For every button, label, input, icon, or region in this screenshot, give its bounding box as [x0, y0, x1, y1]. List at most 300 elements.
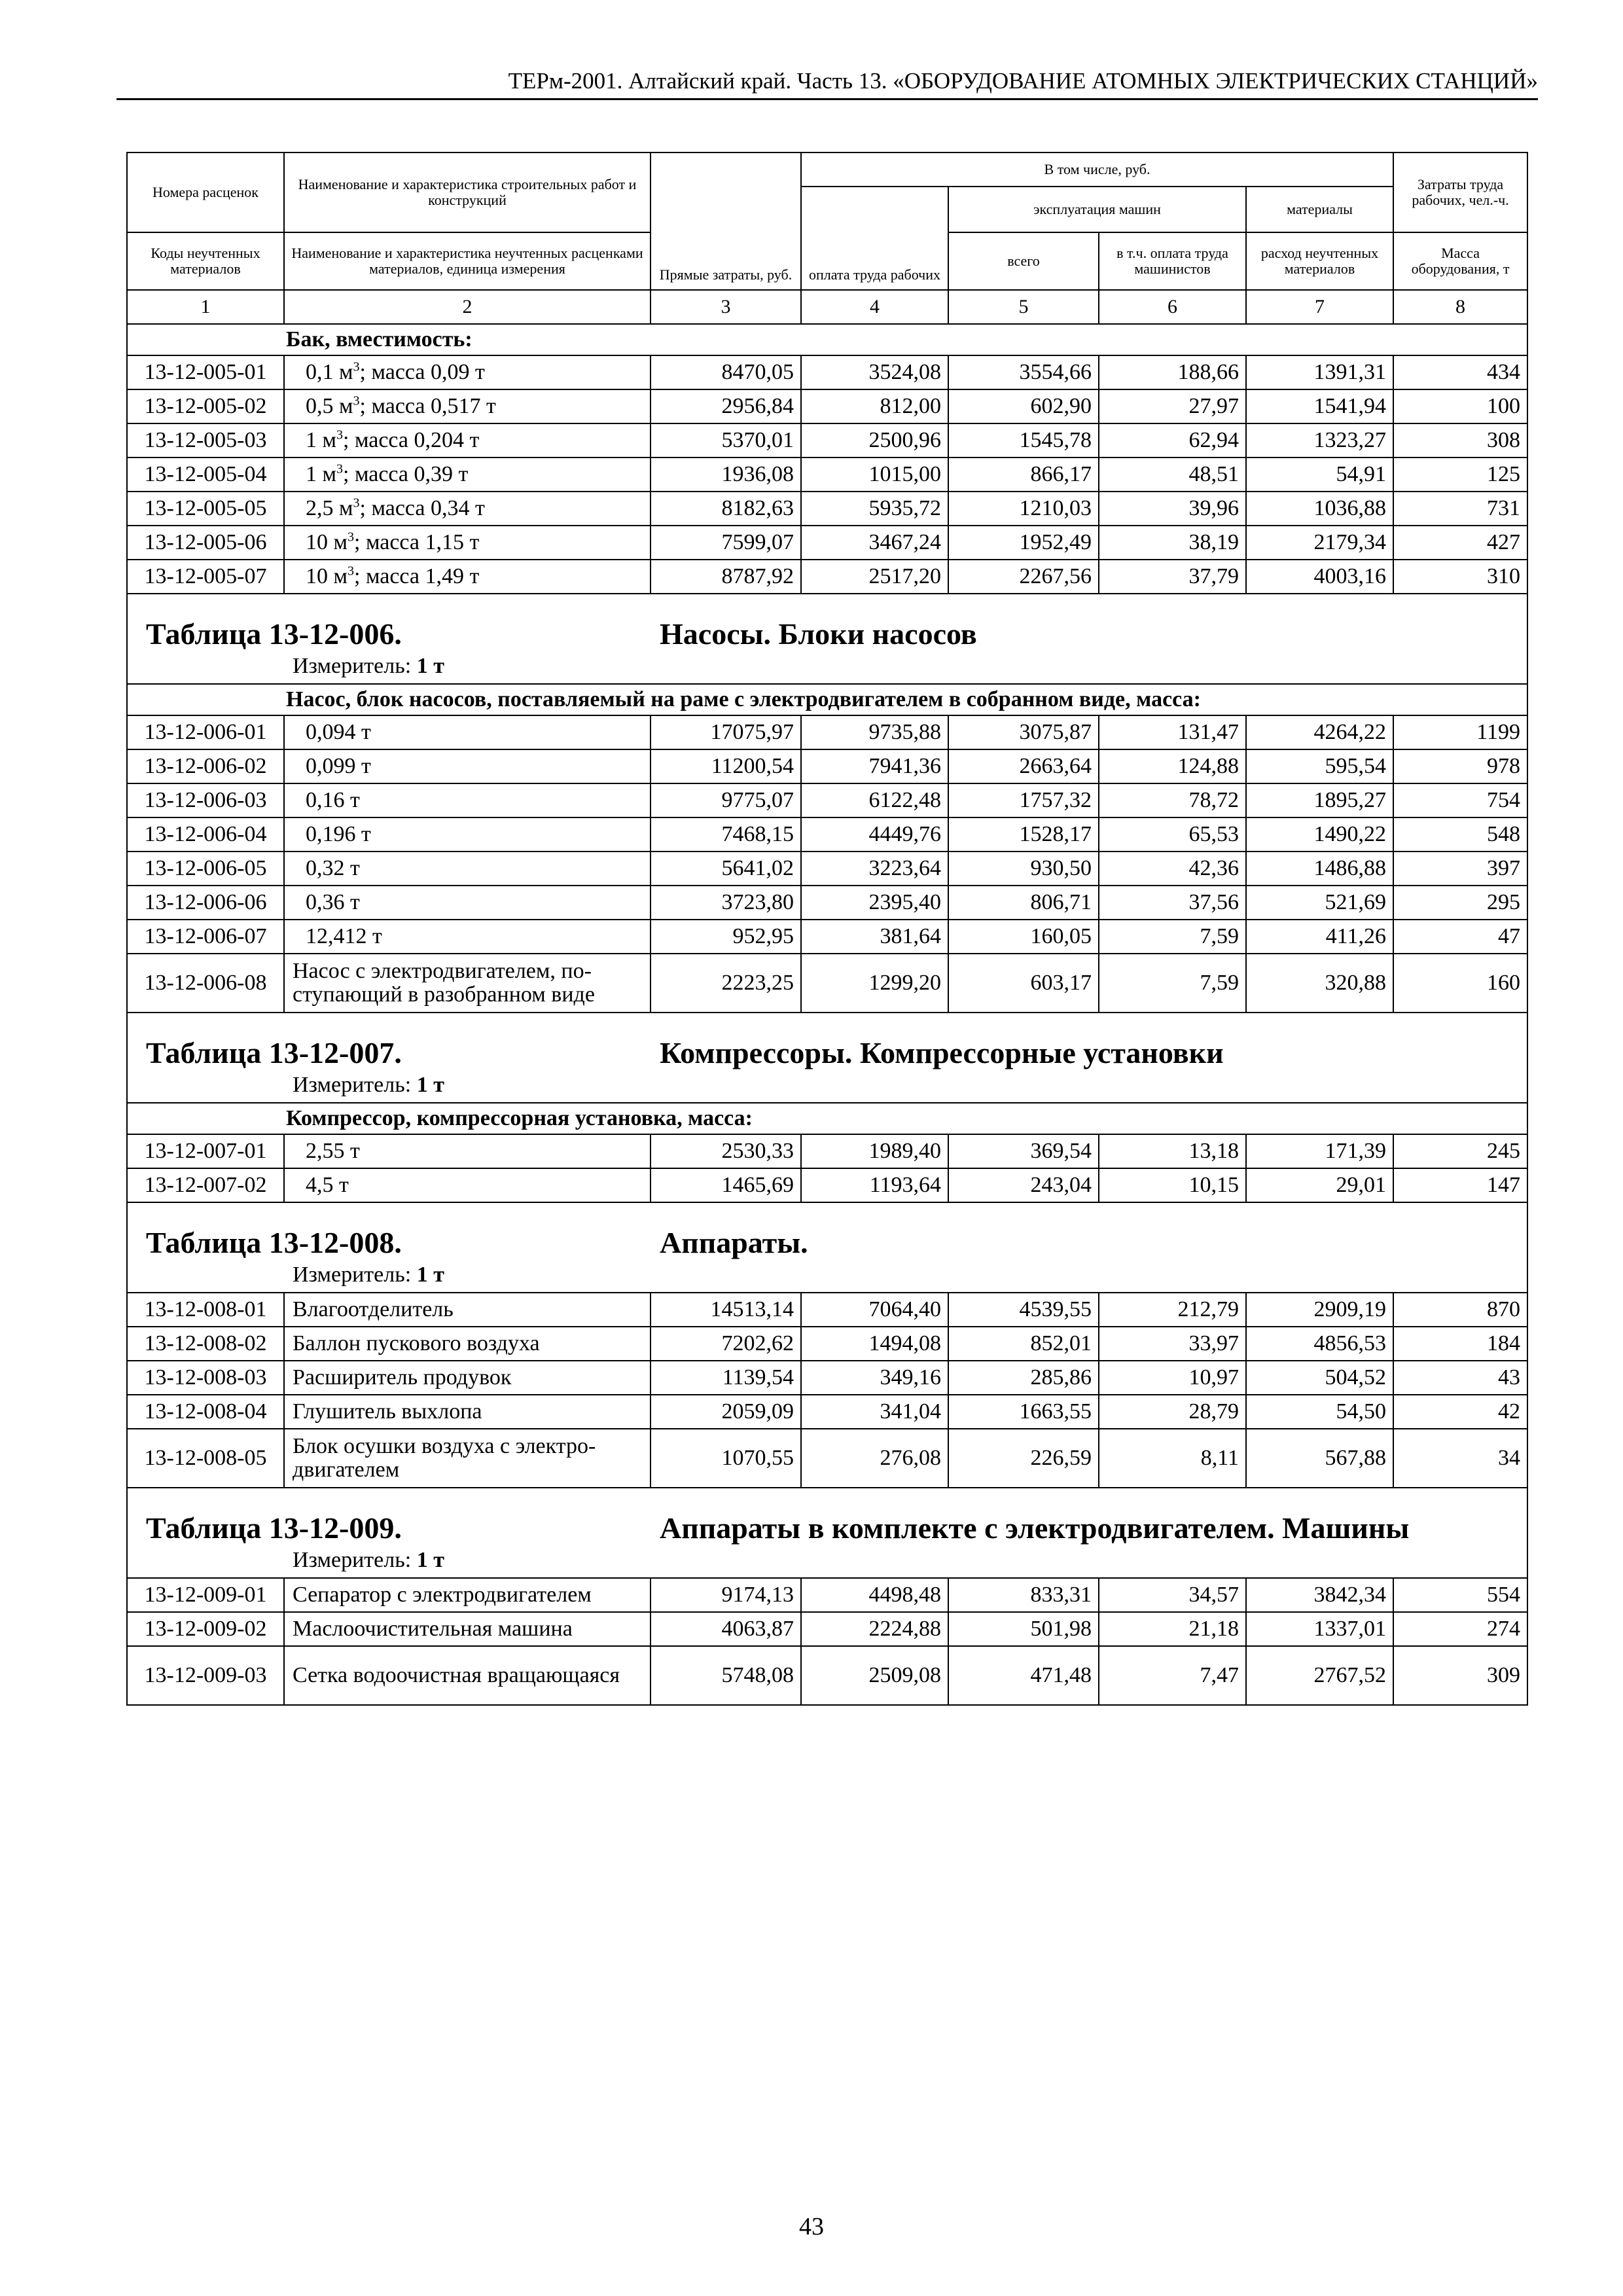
materials: 1323,27	[1246, 423, 1393, 457]
machines-total: 866,17	[948, 457, 1099, 492]
materials: 1490,22	[1246, 817, 1393, 852]
materials: 320,88	[1246, 954, 1393, 1013]
machines-total: 1528,17	[948, 817, 1099, 852]
direct-costs: 7202,62	[651, 1327, 801, 1361]
worker-pay: 6122,48	[801, 783, 948, 817]
table-row	[127, 526, 1527, 560]
meter-label: Измеритель:	[293, 654, 412, 678]
header-material-names: Наименование и характеристика неучтенных расценками материалов, единица измерения	[284, 232, 651, 290]
machines-total: 1545,78	[948, 423, 1099, 457]
table-row	[127, 355, 1527, 389]
rate-code: 13-12-005-04	[127, 457, 284, 492]
rate-name-rest: ; масса 0,517 т	[359, 394, 496, 418]
rate-name-text: Блок осушки воздуха с электродвигателем	[293, 1434, 596, 1482]
materials: 2179,34	[1246, 526, 1393, 560]
labor-hours: 754	[1393, 783, 1527, 817]
table-number: Таблица 13-12-007.	[146, 1036, 402, 1069]
table-title: Компрессоры. Компрессорные установки	[660, 1036, 1224, 1069]
labor-hours: 397	[1393, 852, 1527, 886]
rate-name-rest: ; масса 1,49 т	[354, 564, 480, 588]
labor-hours: 554	[1393, 1578, 1527, 1612]
direct-costs: 5370,01	[651, 423, 801, 457]
rate-name	[284, 1612, 651, 1646]
machines-total: 2267,56	[948, 560, 1099, 594]
column-numbers-row	[127, 290, 1527, 324]
machinist-pay: 33,97	[1099, 1327, 1246, 1361]
materials: 171,39	[1246, 1134, 1393, 1168]
direct-costs: 1465,69	[651, 1168, 801, 1202]
labor-hours: 978	[1393, 749, 1527, 783]
unit-exponent: 3	[348, 564, 355, 579]
rate-name-text: Влагоотделитель	[293, 1297, 454, 1321]
table-row	[127, 389, 1527, 423]
rate-name-text: 0,1 м	[306, 360, 353, 384]
unit-exponent: 3	[353, 359, 360, 374]
unit-exponent: 3	[348, 529, 355, 545]
rate-code: 13-12-005-03	[127, 423, 284, 457]
worker-pay: 381,64	[801, 920, 948, 954]
group-heading-row	[127, 324, 1527, 355]
meter-label: Измеритель:	[293, 1548, 412, 1572]
rate-code: 13-12-008-02	[127, 1327, 284, 1361]
group-heading-row	[127, 684, 1527, 715]
rate-name	[284, 1134, 651, 1168]
unit-exponent: 3	[353, 393, 360, 408]
table-meter	[134, 1071, 1520, 1102]
labor-hours: 47	[1393, 920, 1527, 954]
direct-costs: 11200,54	[651, 749, 801, 783]
machinist-pay: 212,79	[1099, 1293, 1246, 1327]
direct-costs: 9775,07	[651, 783, 801, 817]
machines-total: 243,04	[948, 1168, 1099, 1202]
machinist-pay: 37,79	[1099, 560, 1246, 594]
rate-name-text: 10 м	[306, 564, 348, 588]
machinist-pay: 8,11	[1099, 1429, 1246, 1488]
rates-table-container	[126, 152, 1527, 1706]
meter-label: Измеритель:	[293, 1073, 412, 1097]
group-heading: Насос, блок насосов, поставляемый на раме с электродвигателем в собранном виде, масса:	[127, 684, 1527, 715]
rate-name-text: 0,32 т	[306, 856, 360, 880]
machines-total: 369,54	[948, 1134, 1099, 1168]
table-number: Таблица 13-12-008.	[146, 1226, 402, 1259]
page-number: 43	[799, 2213, 824, 2240]
worker-pay: 7064,40	[801, 1293, 948, 1327]
worker-pay: 812,00	[801, 389, 948, 423]
labor-hours: 870	[1393, 1293, 1527, 1327]
direct-costs: 9174,13	[651, 1578, 801, 1612]
direct-costs: 14513,14	[651, 1293, 801, 1327]
worker-pay: 1299,20	[801, 954, 948, 1013]
labor-hours: 731	[1393, 492, 1527, 526]
materials: 4856,53	[1246, 1327, 1393, 1361]
meter-value: 1 т	[416, 1263, 444, 1287]
table-row	[127, 886, 1527, 920]
table-row	[127, 1612, 1527, 1646]
machinist-pay: 10,97	[1099, 1361, 1246, 1395]
labor-hours: 160	[1393, 954, 1527, 1013]
worker-pay: 3223,64	[801, 852, 948, 886]
rate-name	[284, 355, 651, 389]
rate-code: 13-12-009-01	[127, 1578, 284, 1612]
table-body	[127, 290, 1527, 1705]
labor-hours: 310	[1393, 560, 1527, 594]
table-number: Таблица 13-12-006.	[146, 617, 402, 651]
rate-code: 13-12-005-01	[127, 355, 284, 389]
machines-total: 930,50	[948, 852, 1099, 886]
machines-total: 1952,49	[948, 526, 1099, 560]
rate-name-text: Маслоочистительная машина	[293, 1617, 573, 1641]
labor-hours: 427	[1393, 526, 1527, 560]
header-including: В том числе, руб.	[801, 152, 1393, 187]
rate-name-text: 2,55 т	[306, 1139, 360, 1163]
rate-name	[284, 560, 651, 594]
machinist-pay: 7,59	[1099, 954, 1246, 1013]
column-number: 1	[127, 290, 284, 324]
worker-pay: 2500,96	[801, 423, 948, 457]
materials: 1541,94	[1246, 389, 1393, 423]
materials: 567,88	[1246, 1429, 1393, 1488]
rate-code: 13-12-008-05	[127, 1429, 284, 1488]
materials: 595,54	[1246, 749, 1393, 783]
rate-name	[284, 954, 651, 1013]
direct-costs: 7599,07	[651, 526, 801, 560]
column-number: 6	[1099, 290, 1246, 324]
machinist-pay: 38,19	[1099, 526, 1246, 560]
header-machinist-pay: в т.ч. оплата труда машинистов	[1099, 232, 1246, 290]
materials: 4003,16	[1246, 560, 1393, 594]
materials: 521,69	[1246, 886, 1393, 920]
table-row	[127, 1361, 1527, 1395]
worker-pay: 2224,88	[801, 1612, 948, 1646]
rate-name-rest: ; масса 0,39 т	[343, 462, 469, 486]
header-worker-pay: оплата труда рабочих	[801, 187, 948, 290]
machines-total: 285,86	[948, 1361, 1099, 1395]
rate-name	[284, 1395, 651, 1429]
table-row	[127, 1395, 1527, 1429]
labor-hours: 434	[1393, 355, 1527, 389]
rate-name-text: Баллон пускового воздуха	[293, 1331, 540, 1355]
materials: 4264,22	[1246, 715, 1393, 749]
rate-name-text: Сепаратор с электродвигателем	[293, 1583, 592, 1607]
table-section-header	[127, 1013, 1527, 1103]
rate-name	[284, 920, 651, 954]
labor-hours: 147	[1393, 1168, 1527, 1202]
machinist-pay: 48,51	[1099, 457, 1246, 492]
machinist-pay: 131,47	[1099, 715, 1246, 749]
table-row	[127, 920, 1527, 954]
unit-exponent: 3	[336, 461, 344, 476]
table-row	[127, 1429, 1527, 1488]
rate-name-text: 1 м	[306, 428, 337, 452]
column-number: 8	[1393, 290, 1527, 324]
materials: 2767,52	[1246, 1646, 1393, 1705]
rate-name	[284, 492, 651, 526]
rate-name-text: 10 м	[306, 530, 348, 554]
rate-code: 13-12-005-07	[127, 560, 284, 594]
direct-costs: 4063,87	[651, 1612, 801, 1646]
table-row	[127, 1327, 1527, 1361]
worker-pay: 4449,76	[801, 817, 948, 852]
machinist-pay: 28,79	[1099, 1395, 1246, 1429]
header-materials: материалы	[1246, 187, 1393, 232]
worker-pay: 1015,00	[801, 457, 948, 492]
labor-hours: 295	[1393, 886, 1527, 920]
rate-name	[284, 1168, 651, 1202]
table-title: Насосы. Блоки насосов	[660, 617, 977, 651]
machines-total: 160,05	[948, 920, 1099, 954]
rate-name	[284, 1361, 651, 1395]
rate-name	[284, 715, 651, 749]
rate-name	[284, 852, 651, 886]
rate-name-text: Насос с электродвигателем, поступающий в разобранном виде	[293, 959, 595, 1007]
table-row	[127, 423, 1527, 457]
rate-name	[284, 1578, 651, 1612]
rate-name	[284, 526, 651, 560]
direct-costs: 17075,97	[651, 715, 801, 749]
worker-pay: 5935,72	[801, 492, 948, 526]
machines-total: 3075,87	[948, 715, 1099, 749]
rate-code: 13-12-008-03	[127, 1361, 284, 1395]
rate-name	[284, 749, 651, 783]
materials: 54,50	[1246, 1395, 1393, 1429]
rate-name-rest: ; масса 0,204 т	[343, 428, 480, 452]
rate-code: 13-12-007-02	[127, 1168, 284, 1202]
machinist-pay: 27,97	[1099, 389, 1246, 423]
labor-hours: 274	[1393, 1612, 1527, 1646]
machinist-pay: 10,15	[1099, 1168, 1246, 1202]
table-row	[127, 560, 1527, 594]
machines-total: 833,31	[948, 1578, 1099, 1612]
meter-value: 1 т	[416, 1073, 444, 1097]
labor-hours: 43	[1393, 1361, 1527, 1395]
worker-pay: 1989,40	[801, 1134, 948, 1168]
header-machines-total: всего	[948, 232, 1099, 290]
machines-total: 1757,32	[948, 783, 1099, 817]
table-section-header	[127, 1488, 1527, 1578]
machines-total: 3554,66	[948, 355, 1099, 389]
materials: 1895,27	[1246, 783, 1393, 817]
machinist-pay: 42,36	[1099, 852, 1246, 886]
materials: 2909,19	[1246, 1293, 1393, 1327]
worker-pay: 4498,48	[801, 1578, 948, 1612]
table-meter	[134, 652, 1520, 683]
table-row	[127, 852, 1527, 886]
machines-total: 2663,64	[948, 749, 1099, 783]
machinist-pay: 7,59	[1099, 920, 1246, 954]
labor-hours: 125	[1393, 457, 1527, 492]
worker-pay: 7941,36	[801, 749, 948, 783]
worker-pay: 1494,08	[801, 1327, 948, 1361]
table-row	[127, 1578, 1527, 1612]
worker-pay: 349,16	[801, 1361, 948, 1395]
rate-code: 13-12-005-05	[127, 492, 284, 526]
worker-pay: 2395,40	[801, 886, 948, 920]
running-header: ТЕРм-2001. Алтайский край. Часть 13. «ОБОРУДОВАНИЕ АТОМНЫХ ЭЛЕКТРИЧЕСКИХ СТАНЦИЙ»	[116, 68, 1538, 100]
header-rate-numbers: Номера расценок	[127, 152, 284, 232]
rate-name-rest: ; масса 0,34 т	[359, 496, 485, 520]
table-row	[127, 749, 1527, 783]
direct-costs: 2223,25	[651, 954, 801, 1013]
materials: 1486,88	[1246, 852, 1393, 886]
labor-hours: 34	[1393, 1429, 1527, 1488]
machines-total: 1210,03	[948, 492, 1099, 526]
machinist-pay: 78,72	[1099, 783, 1246, 817]
table-row	[127, 715, 1527, 749]
table-title: Аппараты в комплекте с электродвигателем. Машины	[660, 1511, 1410, 1545]
worker-pay: 341,04	[801, 1395, 948, 1429]
rate-name	[284, 423, 651, 457]
machines-total: 4539,55	[948, 1293, 1099, 1327]
machinist-pay: 37,56	[1099, 886, 1246, 920]
machinist-pay: 7,47	[1099, 1646, 1246, 1705]
rate-code: 13-12-006-03	[127, 783, 284, 817]
machines-total: 602,90	[948, 389, 1099, 423]
rate-name	[284, 1327, 651, 1361]
header-material-codes: Коды неучтенных материалов	[127, 232, 284, 290]
rate-code: 13-12-006-02	[127, 749, 284, 783]
column-number: 7	[1246, 290, 1393, 324]
table-header	[127, 152, 1527, 290]
rate-name-text: 0,094 т	[306, 720, 371, 744]
table-section-header	[127, 594, 1527, 684]
rate-name-text: 0,16 т	[306, 788, 360, 812]
rate-code: 13-12-006-05	[127, 852, 284, 886]
header-direct-costs: Прямые затраты, руб.	[651, 152, 801, 290]
group-heading-row	[127, 1103, 1527, 1134]
direct-costs: 8470,05	[651, 355, 801, 389]
machines-total: 471,48	[948, 1646, 1099, 1705]
table-row	[127, 954, 1527, 1013]
materials: 1337,01	[1246, 1612, 1393, 1646]
rate-name	[284, 1429, 651, 1488]
rate-code: 13-12-008-04	[127, 1395, 284, 1429]
worker-pay: 3524,08	[801, 355, 948, 389]
worker-pay: 3467,24	[801, 526, 948, 560]
direct-costs: 7468,15	[651, 817, 801, 852]
table-row	[127, 1293, 1527, 1327]
rate-code: 13-12-007-01	[127, 1134, 284, 1168]
direct-costs: 8182,63	[651, 492, 801, 526]
worker-pay: 1193,64	[801, 1168, 948, 1202]
table-meter	[134, 1261, 1520, 1292]
rate-code: 13-12-006-06	[127, 886, 284, 920]
rate-code: 13-12-009-02	[127, 1612, 284, 1646]
table-meter	[134, 1546, 1520, 1577]
machines-total: 603,17	[948, 954, 1099, 1013]
table-row	[127, 1646, 1527, 1705]
rate-name-text: 0,099 т	[306, 754, 371, 778]
table-section-header	[127, 1202, 1527, 1293]
materials: 504,52	[1246, 1361, 1393, 1395]
header-work-name: Наименование и характеристика строительных работ и конструкций	[284, 152, 651, 232]
rate-name	[284, 1293, 651, 1327]
machines-total: 806,71	[948, 886, 1099, 920]
labor-hours: 42	[1393, 1395, 1527, 1429]
rate-name	[284, 1646, 651, 1705]
machinist-pay: 188,66	[1099, 355, 1246, 389]
labor-hours: 309	[1393, 1646, 1527, 1705]
rate-name	[284, 783, 651, 817]
column-number: 5	[948, 290, 1099, 324]
direct-costs: 1139,54	[651, 1361, 801, 1395]
worker-pay: 276,08	[801, 1429, 948, 1488]
table-number: Таблица 13-12-009.	[146, 1511, 402, 1545]
rate-name-text: 0,36 т	[306, 890, 360, 914]
machines-total: 852,01	[948, 1327, 1099, 1361]
direct-costs: 8787,92	[651, 560, 801, 594]
rate-name	[284, 817, 651, 852]
rate-name-text: 0,5 м	[306, 394, 353, 418]
direct-costs: 3723,80	[651, 886, 801, 920]
rate-code: 13-12-006-01	[127, 715, 284, 749]
rate-code: 13-12-006-08	[127, 954, 284, 1013]
rate-name-rest: ; масса 0,09 т	[359, 360, 485, 384]
machinist-pay: 34,57	[1099, 1578, 1246, 1612]
meter-value: 1 т	[416, 1548, 444, 1572]
rate-name-text: 0,196 т	[306, 822, 371, 846]
header-machines: эксплуатация машин	[948, 187, 1246, 232]
group-heading: Компрессор, компрессорная установка, масса:	[127, 1103, 1527, 1134]
direct-costs: 1070,55	[651, 1429, 801, 1488]
direct-costs: 5641,02	[651, 852, 801, 886]
rate-name	[284, 457, 651, 492]
worker-pay: 2517,20	[801, 560, 948, 594]
direct-costs: 1936,08	[651, 457, 801, 492]
labor-hours: 308	[1393, 423, 1527, 457]
column-number: 4	[801, 290, 948, 324]
rate-code: 13-12-006-07	[127, 920, 284, 954]
machinist-pay: 124,88	[1099, 749, 1246, 783]
column-number: 3	[651, 290, 801, 324]
rate-name-text: 1 м	[306, 462, 337, 486]
column-number: 2	[284, 290, 651, 324]
labor-hours: 184	[1393, 1327, 1527, 1361]
rate-name-text: 12,412 т	[306, 924, 382, 948]
machines-total: 226,59	[948, 1429, 1099, 1488]
table-row	[127, 817, 1527, 852]
labor-hours: 1199	[1393, 715, 1527, 749]
group-heading: Бак, вместимость:	[127, 324, 1527, 355]
direct-costs: 2059,09	[651, 1395, 801, 1429]
labor-hours: 548	[1393, 817, 1527, 852]
materials: 1391,31	[1246, 355, 1393, 389]
rate-name	[284, 886, 651, 920]
rates-table	[126, 152, 1528, 1706]
table-row	[127, 457, 1527, 492]
meter-label: Измеритель:	[293, 1263, 412, 1287]
table-row	[127, 783, 1527, 817]
rate-code: 13-12-008-01	[127, 1293, 284, 1327]
machinist-pay: 13,18	[1099, 1134, 1246, 1168]
rate-code: 13-12-009-03	[127, 1646, 284, 1705]
rate-name-text: 4,5 т	[306, 1173, 349, 1197]
materials: 54,91	[1246, 457, 1393, 492]
materials: 411,26	[1246, 920, 1393, 954]
rate-name-text: Глушитель выхлопа	[293, 1399, 482, 1424]
direct-costs: 952,95	[651, 920, 801, 954]
unit-exponent: 3	[336, 427, 344, 442]
rate-code: 13-12-005-02	[127, 389, 284, 423]
rate-code: 13-12-006-04	[127, 817, 284, 852]
machines-total: 1663,55	[948, 1395, 1099, 1429]
labor-hours: 100	[1393, 389, 1527, 423]
machines-total: 501,98	[948, 1612, 1099, 1646]
direct-costs: 2530,33	[651, 1134, 801, 1168]
direct-costs: 2956,84	[651, 389, 801, 423]
rate-name-rest: ; масса 1,15 т	[354, 530, 480, 554]
meter-value: 1 т	[416, 654, 444, 678]
machinist-pay: 65,53	[1099, 817, 1246, 852]
